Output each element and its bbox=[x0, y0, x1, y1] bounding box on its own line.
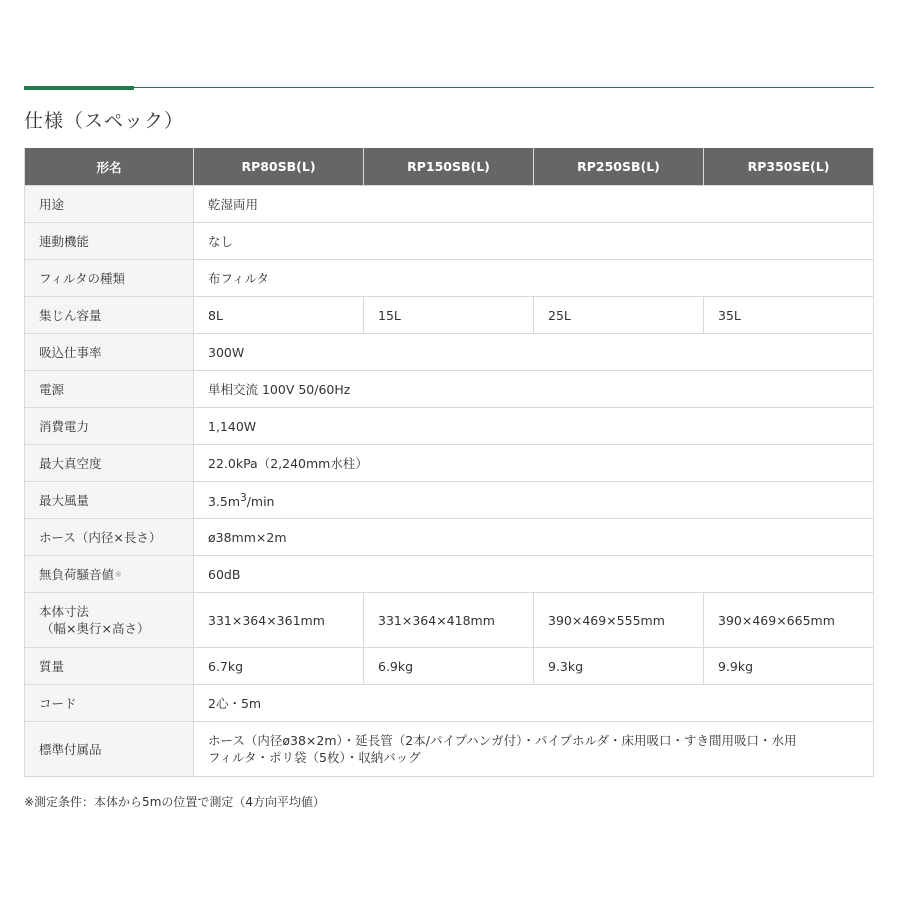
accessories-line1: ホース（内径ø38×2m）・延長管（2本/パイプハンガ付）・パイプホルダ・床用吸口・すき間用吸口・水用 bbox=[208, 733, 797, 748]
row-value-dimensions-rp150sb: 331×364×418mm bbox=[364, 593, 534, 648]
table-row bbox=[25, 297, 874, 334]
noise-note-mark: ※ bbox=[115, 569, 122, 579]
row-label-interlock: 連動機能 bbox=[25, 223, 194, 260]
row-value-interlock: なし bbox=[194, 223, 874, 260]
noise-label-text: 無負荷騒音値 bbox=[39, 566, 115, 582]
row-label-weight: 質量 bbox=[25, 648, 194, 685]
row-value-dimensions-rp250sb: 390×469×555mm bbox=[534, 593, 704, 648]
table-row bbox=[25, 593, 874, 648]
accessories-line2: フィルタ・ポリ袋（5枚）・収納バッグ bbox=[208, 750, 421, 765]
row-label-cord: コード bbox=[25, 685, 194, 722]
divider-accent bbox=[24, 86, 134, 90]
row-value-hose: ø38mm×2m bbox=[194, 519, 874, 556]
section-divider bbox=[24, 86, 874, 90]
row-value-max-airflow bbox=[194, 482, 874, 519]
row-value-capacity-rp80sb: 8L bbox=[194, 297, 364, 334]
row-label-power-consumption: 消費電力 bbox=[25, 408, 194, 445]
divider-line bbox=[24, 87, 874, 88]
row-value-capacity-rp150sb: 15L bbox=[364, 297, 534, 334]
row-value-dimensions-rp350se: 390×469×665mm bbox=[704, 593, 874, 648]
airflow-value: 3.5m bbox=[208, 494, 241, 510]
airflow-exponent: 3 bbox=[240, 491, 247, 504]
row-label-dimensions bbox=[25, 593, 194, 648]
row-label-suction-power: 吸込仕事率 bbox=[25, 334, 194, 371]
table-row bbox=[25, 556, 874, 593]
row-label-usage: 用途 bbox=[25, 186, 194, 223]
row-label-capacity: 集じん容量 bbox=[25, 297, 194, 334]
row-label-max-airflow: 最大風量 bbox=[25, 482, 194, 519]
row-label-power-supply: 電源 bbox=[25, 371, 194, 408]
table-row bbox=[25, 482, 874, 519]
header-model-rp250sb: RP250SB(L) bbox=[534, 148, 704, 186]
table-row bbox=[25, 186, 874, 223]
row-value-suction-power: 300W bbox=[194, 334, 874, 371]
footnote: ※測定条件：本体から5mの位置で測定（4方向平均値） bbox=[24, 795, 326, 809]
table-row bbox=[25, 685, 874, 722]
table-row bbox=[25, 648, 874, 685]
table-row bbox=[25, 722, 874, 777]
row-value-noise: 60dB bbox=[194, 556, 874, 593]
row-value-weight-rp350se: 9.9kg bbox=[704, 648, 874, 685]
row-value-cord: 2心・5m bbox=[194, 685, 874, 722]
row-label-accessories: 標準付属品 bbox=[25, 722, 194, 777]
row-value-weight-rp250sb: 9.3kg bbox=[534, 648, 704, 685]
table-row bbox=[25, 445, 874, 482]
table-row bbox=[25, 223, 874, 260]
row-value-dimensions-rp80sb: 331×364×361mm bbox=[194, 593, 364, 648]
dimensions-label-line1: 本体寸法 bbox=[39, 604, 90, 619]
table-row bbox=[25, 519, 874, 556]
table-header-row bbox=[25, 148, 874, 186]
row-value-usage: 乾湿両用 bbox=[194, 186, 874, 223]
table-row bbox=[25, 334, 874, 371]
row-value-power-supply: 単相交流 100V 50/60Hz bbox=[194, 371, 874, 408]
airflow-unit: /min bbox=[246, 494, 275, 510]
header-model-rp150sb: RP150SB(L) bbox=[364, 148, 534, 186]
row-value-weight-rp150sb: 6.9kg bbox=[364, 648, 534, 685]
table-row bbox=[25, 408, 874, 445]
header-model-rp350se: RP350SE(L) bbox=[704, 148, 874, 186]
header-model-rp80sb: RP80SB(L) bbox=[194, 148, 364, 186]
row-label-noise bbox=[25, 556, 194, 593]
row-value-weight-rp80sb: 6.7kg bbox=[194, 648, 364, 685]
row-value-capacity-rp350se: 35L bbox=[704, 297, 874, 334]
row-value-accessories bbox=[194, 722, 874, 777]
dimensions-label-line2: （幅×奥行×高さ） bbox=[41, 621, 150, 636]
row-label-filter-type: フィルタの種類 bbox=[25, 260, 194, 297]
spec-table bbox=[24, 148, 874, 777]
row-label-max-vacuum: 最大真空度 bbox=[25, 445, 194, 482]
table-row bbox=[25, 371, 874, 408]
row-label-hose: ホース（内径×長さ） bbox=[25, 519, 194, 556]
row-value-max-vacuum: 22.0kPa（2,240mm水柱） bbox=[194, 445, 874, 482]
table-row bbox=[25, 260, 874, 297]
section-title: 仕様（スペック） bbox=[24, 110, 185, 132]
header-label: 形名 bbox=[25, 148, 194, 186]
row-value-power-consumption: 1,140W bbox=[194, 408, 874, 445]
row-value-capacity-rp250sb: 25L bbox=[534, 297, 704, 334]
row-value-filter-type: 布フィルタ bbox=[194, 260, 874, 297]
